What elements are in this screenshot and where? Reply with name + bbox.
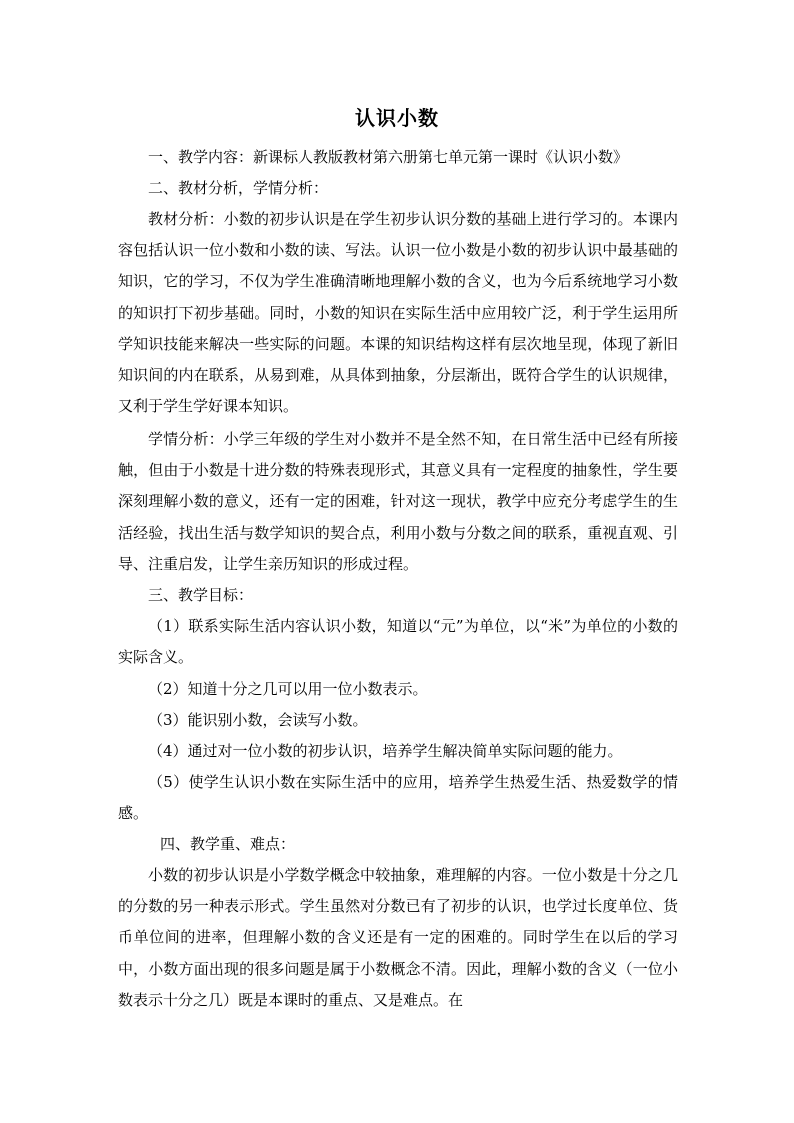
paragraph-student-analysis: 学情分析：小学三年级的学生对小数并不是全然不知，在日常生活中已经有所接触，但由于小数是十进分数的特殊表现形式，其意义具有一定程度的抽象性，学生要深刻理解小数的意义，还有一定的困难，针对这一现状，教学中应充分考虑学生的生活经验，找出生活与数学知识的契合点，利用小数与分数之间的联系，重视直观、引导、注重启发，让学生亲历知识的形成过程。 — [118, 430, 678, 573]
paragraph-textbook-analysis: 教材分析：小数的初步认识是在学生初步认识分数的基础上进行学习的。本课内容包括认识一位小数和小数的读、写法。认识一位小数是小数的初步认识中最基础的知识，它的学习，不仅为学生准确清晰地理解小数的含义，也为今后系统地学习小数的知识打下初步基础。同时，小数的知识在实际生活中应用较广泛，利于学生运用所学知识技能来解决一些实际的问题。本课的知识结构这样有层次地呈现，体现了新旧知识间的内在联系，从易到难，从具体到抽象，分层渐出，既符合学生的认识规律，又利于学生学好课本知识。 — [118, 210, 678, 416]
objective-item-5: （5）使学生认识小数在实际生活中的应用，培养学生热爱生活、热爱数学的情感。 — [118, 773, 678, 823]
section-heading-objectives: 三、教学目标： — [148, 586, 254, 604]
section-heading-key-points: 四、教学重、难点： — [160, 835, 296, 853]
objective-item-3: （3）能识别小数，会读写小数。 — [148, 711, 368, 729]
document-title: 认识小数 — [355, 106, 439, 130]
objective-item-1: （1）联系实际生活内容认识小数，知道以“元”为单位，以“米”为单位的小数的实际含义。 — [118, 617, 678, 667]
objective-item-2: （2）知道十分之几可以用一位小数表示。 — [148, 680, 428, 698]
section-heading-analysis: 二、教材分析，学情分析： — [148, 179, 329, 197]
section-heading-teaching-content: 一、教学内容：新课标人教版教材第六册第七单元第一课时《认识小数》 — [148, 148, 629, 166]
paragraph-key-points: 小数的初步认识是小学数学概念中较抽象，难理解的内容。一位小数是十分之几的分数的另一种表示形式。学生虽然对分数已有了初步的认识，也学过长度单位、货币单位间的进率，但理解小数的含义还是有一定的困难的。同时学生在以后的学习中，小数方面出现的很多问题是属于小数概念不清。因此，理解小数的含义（一位小数表示十分之几）既是本课时的重点、又是难点。在 — [118, 866, 678, 1009]
objective-item-4: （4）通过对一位小数的初步认识，培养学生解决简单实际问题的能力。 — [148, 742, 623, 760]
